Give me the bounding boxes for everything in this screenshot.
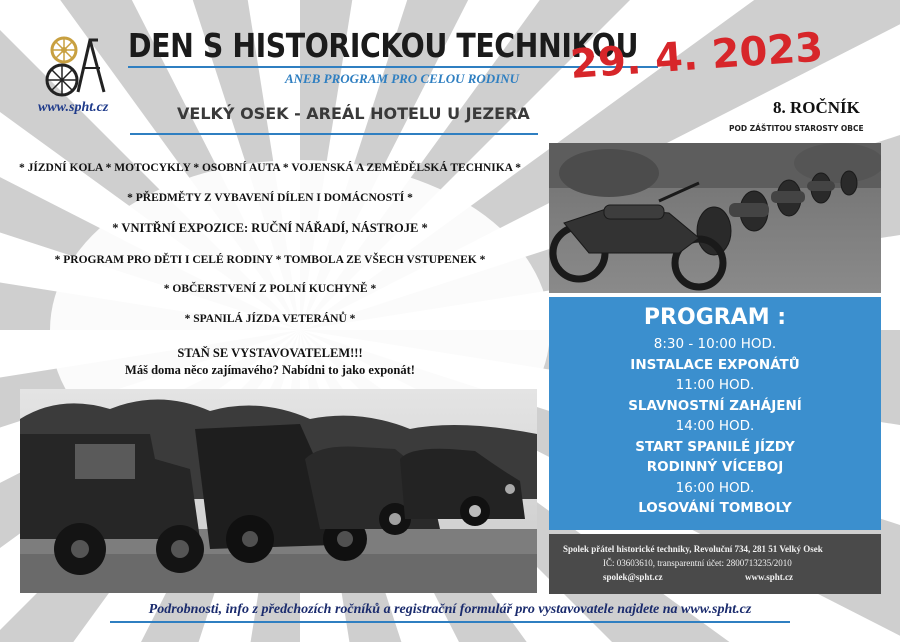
program-activity: INSTALACE EXPONÁTŮ: [630, 356, 800, 373]
logo-url: www.spht.cz: [38, 100, 109, 115]
feature-line: * SPANILÁ JÍZDA VETERÁNŮ *: [184, 313, 356, 325]
program-box: [549, 297, 881, 530]
organizer-box: [549, 534, 881, 594]
feature-line: * JÍZDNÍ KOLA * MOTOCYKLY * OSOBNÍ AUTA * VOJENSKÁ A ZEMĚDĚLSKÁ TECHNIKA *: [19, 162, 521, 174]
program-heading: PROGRAM :: [643, 305, 787, 330]
footer-underline: [110, 621, 790, 623]
event-place: VELKÝ OSEK - AREÁL HOTELU U JEZERA: [177, 104, 530, 123]
exhibitor-callout: [80, 345, 460, 379]
organizer-registration: IČ: 03603610, transparentní účet: 2800713235/2010: [603, 558, 792, 568]
event-edition: 8. ROČNÍK: [773, 98, 860, 117]
place-underline: [130, 133, 538, 135]
bicycle-logo-icon: [38, 34, 128, 100]
program-time: 14:00 HOD.: [675, 418, 755, 434]
feature-line: * PROGRAM PRO DĚTI I CELÉ RODINY * TOMBOLA ZE VŠECH VSTUPENEK *: [54, 254, 486, 266]
event-title: DEN S HISTORICKOU TECHNIKOU: [128, 26, 639, 65]
organizer-address: Spolek přátel historické techniky, Revoluční 734, 281 51 Velký Osek: [563, 544, 823, 554]
vintage-cars-photo: [20, 389, 537, 593]
program-activity: START SPANILÉ JÍZDY: [635, 438, 795, 455]
program-activity: LOSOVÁNÍ TOMBOLY: [638, 500, 792, 516]
program-time: 8:30 - 10:00 HOD.: [653, 336, 777, 352]
program-time: 16:00 HOD.: [675, 479, 755, 496]
feature-line: * OBČERSTVENÍ Z POLNÍ KUCHYNĚ *: [163, 283, 377, 295]
motorcycles-photo: [549, 143, 881, 293]
program-activity: SLAVNOSTNÍ ZAHÁJENÍ: [628, 397, 802, 414]
feature-line: * VNITŘNÍ EXPOZICE: RUČNÍ NÁŘADÍ, NÁSTROJE *: [112, 221, 428, 235]
logo[interactable]: [38, 34, 128, 118]
callout-text: Máš doma něco zajímavého? Nabídni to jako exponát!: [125, 363, 415, 377]
organizer-web[interactable]: www.spht.cz: [745, 572, 794, 582]
event-date: 29. 4. 2023: [568, 24, 825, 89]
program-time: 11:00 HOD.: [675, 377, 755, 393]
feature-line: * PŘEDMĚTY Z VYBAVENÍ DÍLEN I DOMÁCNOSTÍ *: [127, 192, 413, 204]
organizer-email[interactable]: spolek@spht.cz: [603, 572, 663, 582]
callout-title: STAŇ SE VYSTAVOVATELEM!!!: [177, 346, 363, 360]
footer-info: Podrobnosti, info z předchozích ročníků a registrační formulář pro vystavovatele najdete na www.spht.cz: [148, 602, 752, 617]
event-patron: POD ZÁŠTITOU STAROSTY OBCE: [729, 124, 864, 133]
program-activity: RODINNÝ VÍCEBOJ: [646, 459, 784, 475]
event-subtitle: ANEB PROGRAM PRO CELOU RODINU: [285, 71, 520, 86]
